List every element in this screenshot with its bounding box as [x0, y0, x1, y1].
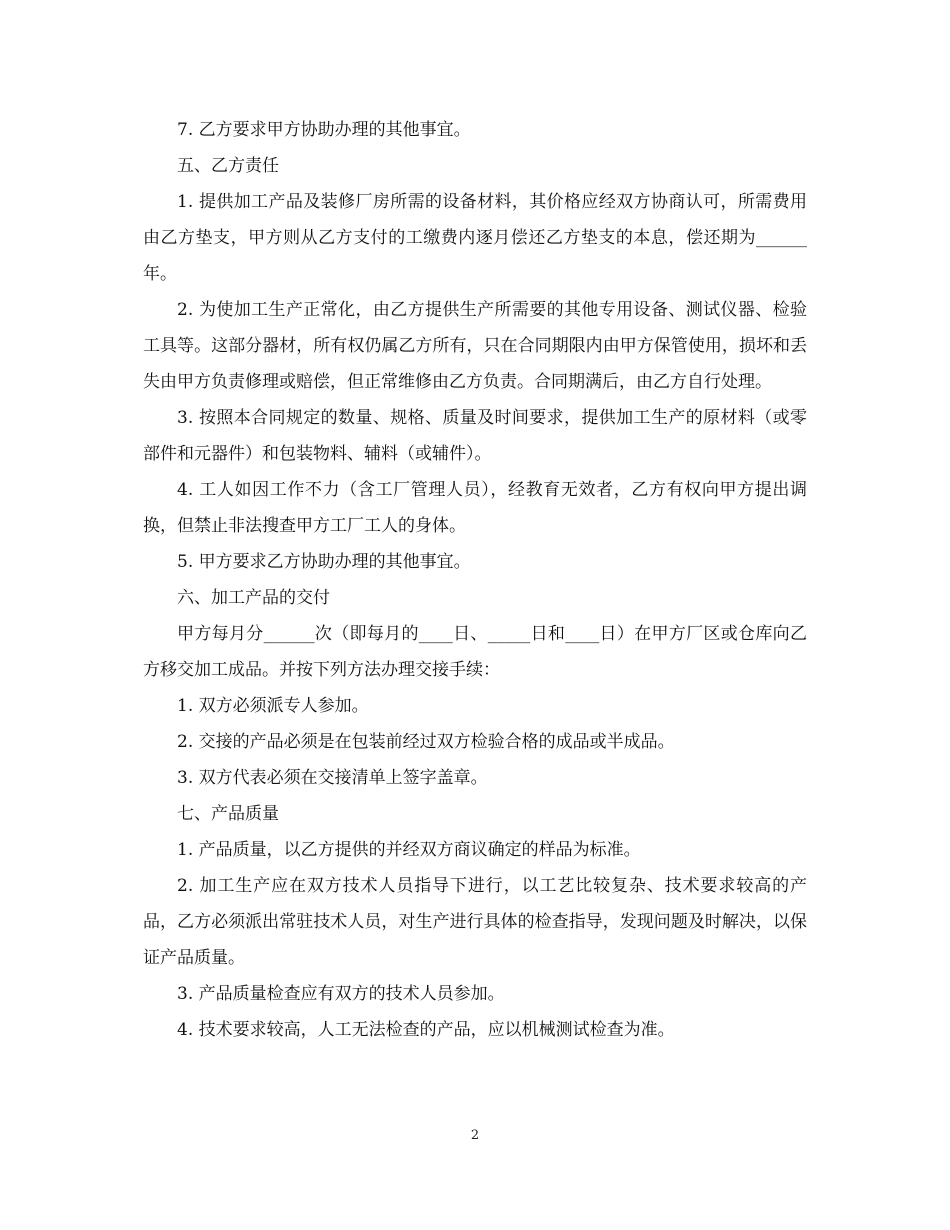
- paragraph-item-4: 4. 工人如因工作不力（含工厂管理人员），经教育无效者，乙方有权向甲方提出调换，但禁止非法搜查甲方工厂工人的身体。: [143, 480, 807, 536]
- paragraph-item-1: 1. 双方必须派专人参加。: [177, 696, 369, 716]
- paragraph-item-1: 1. 提供加工产品及装修厂房所需的设备材料，其价格应经双方协商认可，所需费用由乙方垫支，甲方则从乙方支付的工缴费内逐月偿还乙方垫支的本息，偿还期为______年。: [143, 192, 807, 284]
- paragraph-item-3: 3. 按照本合同规定的数量、规格、质量及时间要求，提供加工生产的原材料（或零部件和元器件）和包装物料、辅料（或辅件）。: [143, 408, 807, 464]
- paragraph-delivery-intro: 甲方每月分______次（即每月的____日、_____日和____日）在甲方厂区或仓库向乙方移交加工成品。并按下列方法办理交接手续：: [143, 624, 807, 680]
- paragraph-item-5: 5. 甲方要求乙方协助办理的其他事宜。: [177, 552, 471, 572]
- paragraph-item-2: 2. 为使加工生产正常化，由乙方提供生产所需要的其他专用设备、测试仪器、检验工具等。这部分器材，所有权仍属乙方所有，只在合同期限内由甲方保管使用，损坏和丢失由甲方负责修理或赔偿，但正常维修由乙方负责。合同期满后，由乙方自行处理。: [143, 300, 807, 392]
- section-heading-6: 六、加工产品的交付: [177, 588, 330, 608]
- paragraph-item-4: 4. 技术要求较高，人工无法检查的产品，应以机械测试检查为准。: [177, 1020, 675, 1040]
- section-heading-5: 五、乙方责任: [177, 156, 279, 176]
- document-body: [143, 112, 807, 1048]
- paragraph-item-2: 2. 交接的产品必须是在包装前经过双方检验合格的成品或半成品。: [177, 732, 675, 752]
- paragraph-item-7: 7. 乙方要求甲方协助办理的其他事宜。: [177, 120, 471, 140]
- paragraph-item-3: 3. 产品质量检查应有双方的技术人员参加。: [177, 984, 505, 1004]
- paragraph-item-1: 1. 产品质量，以乙方提供的并经双方商议确定的样品为标准。: [177, 840, 641, 860]
- section-heading-7: 七、产品质量: [177, 804, 279, 824]
- page-number: 2: [470, 1128, 480, 1143]
- paragraph-item-3: 3. 双方代表必须在交接清单上签字盖章。: [177, 768, 488, 788]
- paragraph-item-2: 2. 加工生产应在双方技术人员指导下进行，以工艺比较复杂、技术要求较高的产品，乙方必须派出常驻技术人员，对生产进行具体的检查指导，发现问题及时解决，以保证产品质量。: [143, 876, 807, 968]
